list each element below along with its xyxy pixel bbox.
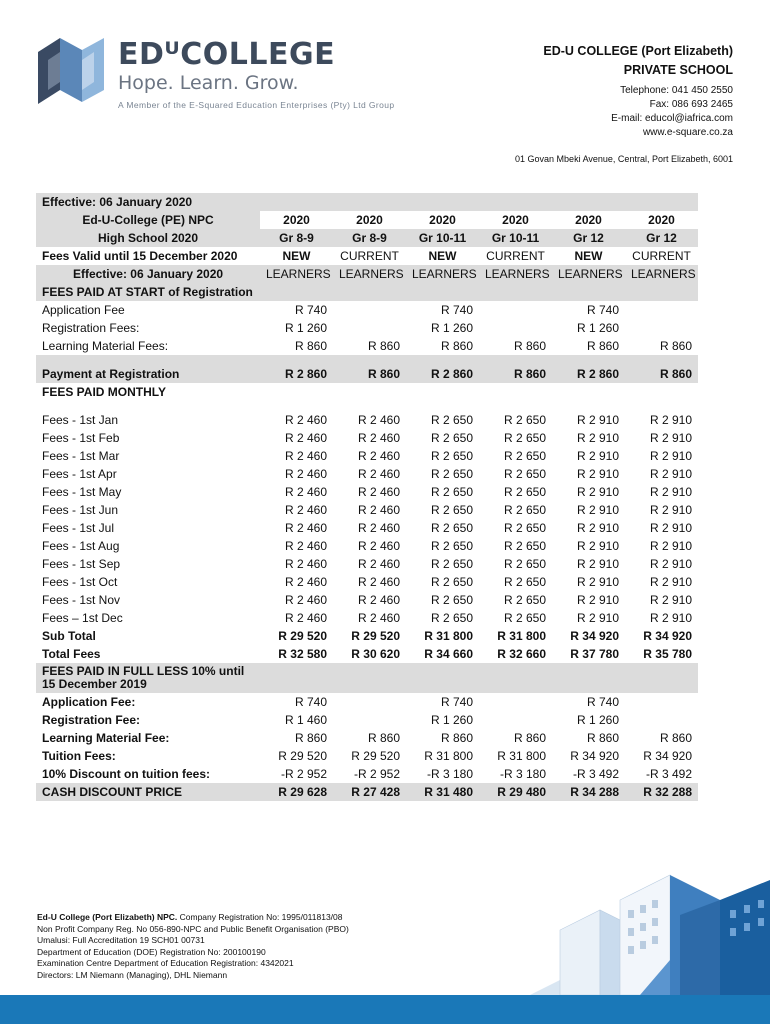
fee-value-cell: R 32 660: [497, 647, 546, 661]
brand-member-line: A Member of the E-Squared Education Enterprises (Pty) Ltd Group: [118, 100, 395, 110]
fee-value-cell: R 31 480: [406, 783, 479, 801]
fee-value-cell: R 2 650: [430, 467, 473, 481]
fee-value-cell: R 2 910: [649, 521, 692, 535]
fee-value-cell: -R 3 180: [426, 767, 473, 781]
email: E-mail: educol@iafrica.com: [611, 113, 733, 124]
monthly-row-label: Fees - 1st Aug: [42, 539, 120, 553]
monthly-row-label: Fees - 1st Jul: [42, 521, 115, 535]
fee-value-cell: R 2 460: [357, 413, 400, 427]
fee-value-cell: R 2 650: [503, 485, 546, 499]
year-cell: 2020: [648, 213, 675, 227]
monthly-row: [36, 429, 698, 447]
status-cell: NEW: [428, 249, 457, 263]
full-row: [36, 765, 698, 783]
fee-value-cell: R 29 520: [351, 749, 400, 763]
start-row: [36, 319, 698, 337]
fee-value-cell: -R 3 492: [645, 767, 692, 781]
telephone: Telephone: 041 450 2550: [620, 85, 733, 96]
fee-value-cell: R 2 460: [357, 521, 400, 535]
learners-cell: LEARNERS: [625, 265, 698, 283]
fee-value-cell: R 2 460: [284, 467, 327, 481]
fee-value-cell: R 29 628: [260, 783, 333, 801]
monthly-row-label: Fees - 1st Jun: [42, 503, 119, 517]
full-row: [36, 693, 698, 711]
grade-cell: Gr 12: [552, 229, 625, 247]
fee-value-cell: R 35 780: [643, 647, 692, 661]
grade-cell: Gr 10-11: [479, 229, 552, 247]
monthly-row: [36, 411, 698, 429]
fee-value-cell: R 2 910: [576, 593, 619, 607]
monthly-row: [36, 447, 698, 465]
spacer-label: [36, 355, 260, 365]
full-heading: [36, 663, 698, 693]
fee-value-cell: R 2 460: [357, 575, 400, 589]
fee-value-cell: R 2 650: [503, 413, 546, 427]
fee-value-cell: R 2 910: [576, 521, 619, 535]
fee-value-cell: [333, 301, 406, 319]
fee-value-cell: R 2 910: [649, 539, 692, 553]
footer-company-reg: Company Registration No: 1995/011813/08: [177, 912, 343, 922]
fee-value-cell: R 2 650: [503, 593, 546, 607]
fee-value-cell: R 2 460: [284, 575, 327, 589]
fee-value-cell: [479, 693, 552, 711]
year-row: [36, 211, 698, 229]
payment-row-label: Payment at Registration: [36, 365, 260, 383]
year-cell: 2020: [356, 213, 383, 227]
full-row-label: 10% Discount on tuition fees:: [42, 767, 211, 781]
org-label: Ed-U-College (PE) NPC: [36, 211, 260, 229]
full-heading-label: FEES PAID IN FULL LESS 10% until 15 December 2019: [36, 663, 260, 693]
monthly-heading: [36, 383, 698, 401]
fee-value-cell: R 2 460: [357, 539, 400, 553]
monthly-row: [36, 537, 698, 555]
fee-value-cell: R 2 650: [503, 431, 546, 445]
monthly-row-label: Fees - 1st Feb: [42, 431, 120, 445]
school-type: PRIVATE SCHOOL: [623, 63, 733, 77]
fee-value-cell: R 2 460: [357, 467, 400, 481]
brand-block: [118, 37, 395, 110]
monthly-row: [36, 465, 698, 483]
spacer: [36, 401, 698, 411]
fee-value-cell: R 2 460: [357, 449, 400, 463]
fee-value-cell: R 860: [586, 731, 619, 745]
fee-value-cell: R 2 650: [430, 449, 473, 463]
fee-value-cell: R 2 910: [649, 449, 692, 463]
fee-value-cell: R 2 650: [430, 485, 473, 499]
fee-value-cell: R 31 800: [424, 629, 473, 643]
monthly-row-label: Fees - 1st Oct: [42, 575, 118, 589]
monthly-row-label: Fees - 1st Nov: [42, 593, 121, 607]
start-heading: [36, 283, 698, 301]
grade-cell: Gr 8-9: [260, 229, 333, 247]
fee-value-cell: [333, 711, 406, 729]
learners-cell: LEARNERS: [552, 265, 625, 283]
fee-value-cell: R 1 260: [576, 321, 619, 335]
full-row: [36, 711, 698, 729]
fee-value-cell: R 2 910: [649, 467, 692, 481]
footer-band: [0, 995, 770, 1024]
fee-value-cell: R 2 910: [576, 557, 619, 571]
fee-value-cell: R 860: [625, 365, 698, 383]
fee-value-cell: R 2 860: [552, 365, 625, 383]
monthly-row-label: Fees - 1st Apr: [42, 467, 117, 481]
start-row: [36, 301, 698, 319]
fax: Fax: 086 693 2465: [649, 99, 733, 110]
fee-value-cell: R 2 650: [503, 521, 546, 535]
fee-value-cell: R 2 910: [576, 431, 619, 445]
fee-value-cell: R 2 860: [260, 365, 333, 383]
fee-value-cell: R 2 650: [430, 593, 473, 607]
footer-exam: Examination Centre Department of Education Registration: 4342021: [37, 958, 294, 968]
fee-value-cell: [625, 319, 698, 337]
fee-value-cell: R 2 650: [430, 575, 473, 589]
learners-cell: LEARNERS: [260, 265, 333, 283]
learners-cell: LEARNERS: [333, 265, 406, 283]
fee-value-cell: R 2 460: [284, 503, 327, 517]
cash-row-label: CASH DISCOUNT PRICE: [36, 783, 260, 801]
monthly-row-label: Fees - 1st Sep: [42, 557, 121, 571]
fee-value-cell: R 37 780: [570, 647, 619, 661]
fee-value-cell: R 1 260: [430, 713, 473, 727]
monthly-row: [36, 591, 698, 609]
monthly-row-label: Fees - 1st Mar: [42, 449, 120, 463]
monthly-row-label: Fees - 1st May: [42, 485, 122, 499]
fee-value-cell: R 31 800: [497, 629, 546, 643]
fee-value-cell: R 2 460: [284, 611, 327, 625]
payment-row: [36, 365, 698, 383]
fee-value-cell: -R 2 952: [353, 767, 400, 781]
fee-value-cell: R 34 920: [643, 629, 692, 643]
footer-doe: Department of Education (DOE) Registration No: 200100190: [37, 946, 266, 957]
fee-value-cell: R 2 460: [357, 611, 400, 625]
fee-value-cell: R 29 520: [351, 629, 400, 643]
fee-value-cell: R 2 650: [503, 503, 546, 517]
website: www.e-square.co.za: [642, 127, 733, 138]
footer-company: Ed-U College (Port Elizabeth) NPC.: [37, 912, 178, 922]
fee-value-cell: R 2 460: [284, 413, 327, 427]
fee-value-cell: R 2 460: [357, 557, 400, 571]
fee-value-cell: R 2 910: [649, 611, 692, 625]
fee-value-cell: R 860: [333, 365, 406, 383]
fee-value-cell: R 2 650: [430, 539, 473, 553]
grade-row: [36, 229, 698, 247]
brand-name: EDᵁCOLLEGE: [118, 37, 336, 72]
monthly-row: [36, 519, 698, 537]
footer-umalusi: Umalusi: Full Accreditation 19 SCH01 00731: [37, 935, 205, 945]
monthly-row: [36, 501, 698, 519]
fee-value-cell: R 2 910: [649, 557, 692, 571]
school-label: High School 2020: [36, 229, 260, 247]
monthly-row: [36, 555, 698, 573]
fee-value-cell: -R 3 180: [499, 767, 546, 781]
fee-value-cell: R 2 460: [284, 449, 327, 463]
learners-cell: LEARNERS: [406, 265, 479, 283]
year-cell: 2020: [575, 213, 602, 227]
fee-value-cell: R 1 260: [284, 321, 327, 335]
building-graphic-icon: [520, 860, 770, 995]
fee-value-cell: R 2 910: [649, 431, 692, 445]
fee-value-cell: R 2 650: [430, 557, 473, 571]
fee-value-cell: R 2 910: [649, 503, 692, 517]
learners-row: [36, 265, 698, 283]
full-row-label: Application Fee:: [42, 695, 136, 709]
start-heading-label: FEES PAID AT START of Registration: [36, 283, 260, 301]
fee-value-cell: R 2 910: [576, 503, 619, 517]
start-row-label: Application Fee: [42, 303, 125, 317]
year-cell: 2020: [429, 213, 456, 227]
fee-value-cell: R 860: [294, 731, 327, 745]
fee-value-cell: R 860: [513, 731, 546, 745]
fee-value-cell: R 2 650: [503, 611, 546, 625]
status-cell: CURRENT: [486, 249, 545, 263]
fee-value-cell: R 2 650: [503, 575, 546, 589]
fee-value-cell: R 2 650: [503, 449, 546, 463]
monthly-heading-label: FEES PAID MONTHLY: [42, 385, 167, 399]
subtotal-row: [36, 627, 698, 645]
fee-value-cell: R 2 910: [649, 593, 692, 607]
fee-value-cell: R 34 920: [643, 749, 692, 763]
spacer-label: [36, 401, 260, 411]
fee-value-cell: R 29 520: [278, 629, 327, 643]
fee-value-cell: R 1 260: [430, 321, 473, 335]
fee-value-cell: R 2 910: [576, 449, 619, 463]
footer-npc: Non Profit Company Reg. No 056-890-NPC and Public Benefit Organisation (PBO): [37, 923, 349, 934]
full-row: [36, 747, 698, 765]
monthly-row: [36, 609, 698, 627]
fee-value-cell: R 2 910: [649, 575, 692, 589]
start-row-label: Learning Material Fees:: [42, 339, 169, 353]
brand-tagline: Hope. Learn. Grow.: [118, 72, 299, 94]
fee-value-cell: [625, 301, 698, 319]
start-row: [36, 337, 698, 355]
grade-cell: Gr 10-11: [406, 229, 479, 247]
valid-until-label: Fees Valid until 15 December 2020: [42, 249, 238, 263]
fee-value-cell: [479, 301, 552, 319]
fee-value-cell: R 860: [513, 339, 546, 353]
status-cell: NEW: [574, 249, 603, 263]
fee-value-cell: R 34 920: [570, 629, 619, 643]
edu-college-logo-icon: [30, 30, 112, 110]
cash-row: [36, 783, 698, 801]
fee-value-cell: R 2 650: [503, 467, 546, 481]
fee-value-cell: R 2 860: [406, 365, 479, 383]
effective-label: Effective: 06 January 2020: [36, 193, 260, 211]
full-row: [36, 729, 698, 747]
fee-value-cell: R 860: [367, 339, 400, 353]
monthly-row-label: Fees - 1st Jan: [42, 413, 119, 427]
status-cell: CURRENT: [340, 249, 399, 263]
fee-value-cell: R 2 910: [576, 413, 619, 427]
fee-value-cell: [625, 693, 698, 711]
fee-value-cell: R 860: [367, 731, 400, 745]
fee-value-cell: R 740: [294, 695, 327, 709]
fee-value-cell: R 2 460: [357, 593, 400, 607]
fee-value-cell: R 29 520: [278, 749, 327, 763]
fee-value-cell: [479, 711, 552, 729]
fee-value-cell: R 2 910: [576, 611, 619, 625]
full-row-label: Learning Material Fee:: [42, 731, 170, 745]
fee-value-cell: R 860: [659, 731, 692, 745]
year-cell: 2020: [502, 213, 529, 227]
fee-value-cell: R 1 460: [284, 713, 327, 727]
fee-value-cell: R 2 910: [576, 467, 619, 481]
grade-cell: Gr 12: [625, 229, 698, 247]
fee-value-cell: R 2 650: [430, 413, 473, 427]
footer-directors: Directors: LM Niemann (Managing), DHL Niemann: [37, 969, 228, 980]
school-contact-block: [515, 42, 733, 164]
year-cell: 2020: [283, 213, 310, 227]
fee-value-cell: R 860: [586, 339, 619, 353]
status-row: [36, 247, 698, 265]
fee-value-cell: R 2 460: [284, 485, 327, 499]
fee-value-cell: R 740: [440, 303, 473, 317]
total-row-label: Total Fees: [42, 647, 101, 661]
fee-value-cell: R 2 460: [284, 557, 327, 571]
monthly-row: [36, 483, 698, 501]
fee-value-cell: R 32 580: [278, 647, 327, 661]
learners-cell: LEARNERS: [479, 265, 552, 283]
fee-value-cell: R 2 460: [357, 485, 400, 499]
fee-value-cell: R 2 910: [649, 413, 692, 427]
fee-value-cell: R 860: [440, 339, 473, 353]
spacer: [36, 355, 698, 365]
address: 01 Govan Mbeki Avenue, Central, Port Elizabeth, 6001: [515, 154, 733, 164]
fee-value-cell: R 2 910: [649, 485, 692, 499]
status-cell: CURRENT: [632, 249, 691, 263]
fee-value-cell: R 2 460: [357, 503, 400, 517]
fee-value-cell: R 30 620: [351, 647, 400, 661]
fee-value-cell: R 34 288: [552, 783, 625, 801]
footer-registration: [37, 912, 349, 981]
fee-value-cell: R 2 460: [284, 521, 327, 535]
fee-value-cell: [625, 711, 698, 729]
fee-value-cell: -R 3 492: [572, 767, 619, 781]
fee-value-cell: R 31 800: [424, 749, 473, 763]
start-row-label: Registration Fees:: [42, 321, 140, 335]
fee-value-cell: R 740: [586, 695, 619, 709]
fee-table: [36, 193, 698, 801]
fee-value-cell: R 34 660: [424, 647, 473, 661]
fee-value-cell: [479, 319, 552, 337]
fee-value-cell: R 32 288: [625, 783, 698, 801]
full-row-label: Tuition Fees:: [42, 749, 116, 763]
total-row: [36, 645, 698, 663]
status-cell: NEW: [282, 249, 311, 263]
fee-value-cell: -R 2 952: [280, 767, 327, 781]
fee-value-cell: R 2 460: [357, 431, 400, 445]
fee-value-cell: R 740: [586, 303, 619, 317]
fee-value-cell: R 860: [479, 365, 552, 383]
fee-value-cell: [333, 693, 406, 711]
fee-value-cell: R 29 480: [479, 783, 552, 801]
fee-value-cell: R 2 460: [284, 539, 327, 553]
full-row-label: Registration Fee:: [42, 713, 141, 727]
fee-value-cell: R 740: [440, 695, 473, 709]
fee-value-cell: [333, 319, 406, 337]
effective-label-2: Effective: 06 January 2020: [36, 265, 260, 283]
fee-value-cell: R 2 910: [576, 485, 619, 499]
fee-value-cell: R 2 910: [576, 539, 619, 553]
fee-value-cell: R 2 650: [503, 539, 546, 553]
effective-row: [36, 193, 698, 211]
fee-value-cell: R 860: [659, 339, 692, 353]
fee-value-cell: R 34 920: [570, 749, 619, 763]
fee-value-cell: R 2 650: [430, 521, 473, 535]
fee-value-cell: R 2 650: [503, 557, 546, 571]
fee-value-cell: R 740: [294, 303, 327, 317]
fee-value-cell: R 2 460: [284, 431, 327, 445]
fee-value-cell: R 2 910: [576, 575, 619, 589]
fee-value-cell: R 2 650: [430, 503, 473, 517]
fee-value-cell: R 860: [440, 731, 473, 745]
subtotal-row-label: Sub Total: [42, 629, 96, 643]
grade-cell: Gr 8-9: [333, 229, 406, 247]
monthly-row: [36, 573, 698, 591]
fee-value-cell: R 27 428: [333, 783, 406, 801]
school-name: ED-U COLLEGE (Port Elizabeth): [543, 44, 733, 58]
fee-value-cell: R 2 650: [430, 431, 473, 445]
fee-value-cell: R 2 460: [284, 593, 327, 607]
fee-value-cell: R 2 650: [430, 611, 473, 625]
fee-value-cell: R 1 260: [576, 713, 619, 727]
fee-value-cell: R 860: [294, 339, 327, 353]
fee-value-cell: R 31 800: [497, 749, 546, 763]
monthly-row-label: Fees – 1st Dec: [42, 611, 123, 625]
